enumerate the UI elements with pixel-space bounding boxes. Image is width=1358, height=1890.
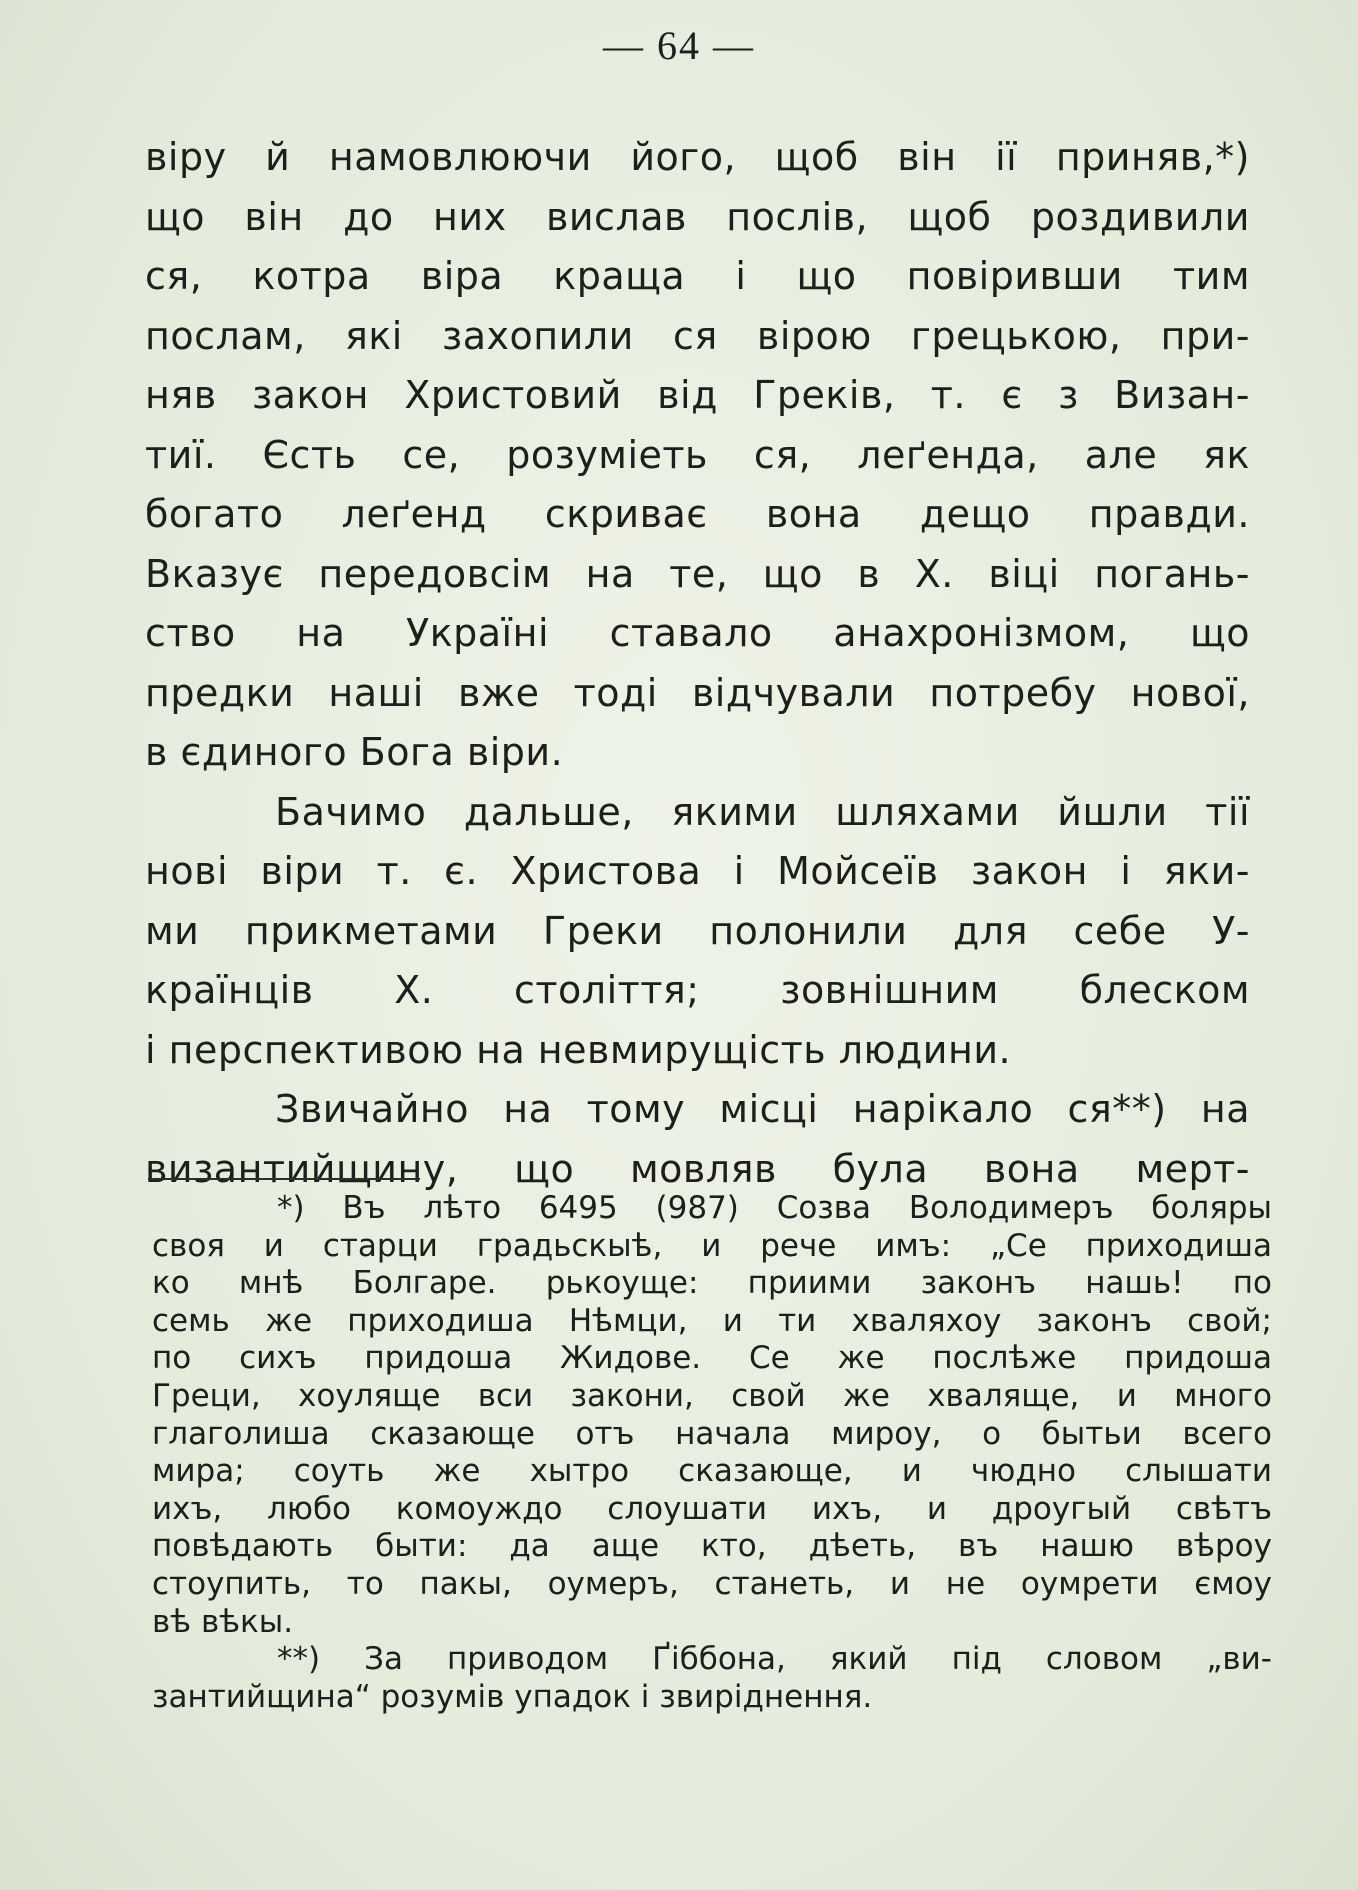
footnote-line: *) Въ лѣто 6495 (987) Созва Володимеръ боляры — [277, 1190, 1272, 1226]
text-line: богато леґенд скриває вона дещо правди. — [145, 492, 1250, 536]
footnote-line: ко мнѣ Болгаре. рькоуще: приими законъ нашь! по — [152, 1265, 1272, 1302]
body-text — [145, 128, 1250, 1199]
text-line: країнців Х. століття; зовнішним блеском — [145, 968, 1250, 1012]
text-line: ся, котра віра краща і що повіривши тим — [145, 254, 1250, 298]
footnote-divider — [148, 1178, 420, 1180]
text-line: тиї. Єсть се, розуміеть ся, леґенда, але як — [145, 432, 1250, 477]
text-line: византийщину, що мовляв була вона мерт- — [145, 1146, 1250, 1191]
footnote-line: своя и старци градьскыѣ, и рече имъ: „Се приходиша — [152, 1227, 1272, 1264]
text-line: ство на Україні ставало анахронізмом, що — [145, 611, 1250, 655]
text-line: ми прикметами Греки полонили для себе У- — [145, 908, 1250, 953]
text-line: послам, які захопили ся вірою грецькою, при- — [145, 313, 1250, 358]
text-line: Звичайно на тому місці нарікало ся**) на — [275, 1087, 1250, 1131]
footnote-line: стоупить, то пакы, оумеръ, станеть, и не оумрети ємоу — [152, 1565, 1272, 1602]
text-line: віру й намовлюючи його, щоб він ії приняв,*) — [145, 135, 1250, 179]
text-line: Бачимо дальше, якими шляхами йшли тії — [275, 789, 1250, 834]
text-line: предки наші вже тоді відчували потребу нової, — [145, 670, 1250, 715]
text-line: що він до них вислав послів, щоб роздивили — [145, 194, 1250, 239]
text-line: і перспективою на невмирущість людини. — [145, 1027, 1012, 1072]
footnote-line: ихъ, любо комоуждо слоушати ихъ, и дроугый свѣтъ — [152, 1490, 1272, 1527]
footnote-line: вѣ вѣкы. — [152, 1603, 294, 1640]
footnote-line: мира; соуть же хытро сказающе, и чюдно слышати — [152, 1453, 1272, 1490]
text-line: в єдиного Бога віри. — [145, 730, 564, 774]
footnote-line: глаголиша сказающе отъ начала мироу, о бытьи всего — [152, 1415, 1272, 1452]
footnotes — [152, 1190, 1272, 1716]
page-number: — 64 — — [603, 23, 755, 68]
footnote-line: **) За приводом Ґіббона, який під словом „ви- — [277, 1641, 1272, 1678]
footnote-line: повѣдають быти: да аще кто, дѣеть, въ нашю вѣроу — [152, 1528, 1272, 1565]
text-line: нові віри т. є. Христова і Мойсеїв закон і яки- — [145, 849, 1250, 893]
text-line: няв закон Христовий від Греків, т. є з Визан- — [145, 373, 1250, 417]
footnote-line: Греци, хоуляще вси закони, свой же хваляще, и много — [152, 1377, 1272, 1414]
footnote-line: по сихъ придоша Жидове. Се же послѣже придоша — [152, 1340, 1272, 1377]
footnote-line: зантийщина“ розумів упадок і звиріднення. — [152, 1678, 873, 1715]
text-line: Вказує передовсім на те, що в Х. віці погань- — [145, 551, 1250, 596]
footnote-line: семь же приходиша Нѣмци, и ти хваляхоу законъ свой; — [152, 1302, 1272, 1339]
